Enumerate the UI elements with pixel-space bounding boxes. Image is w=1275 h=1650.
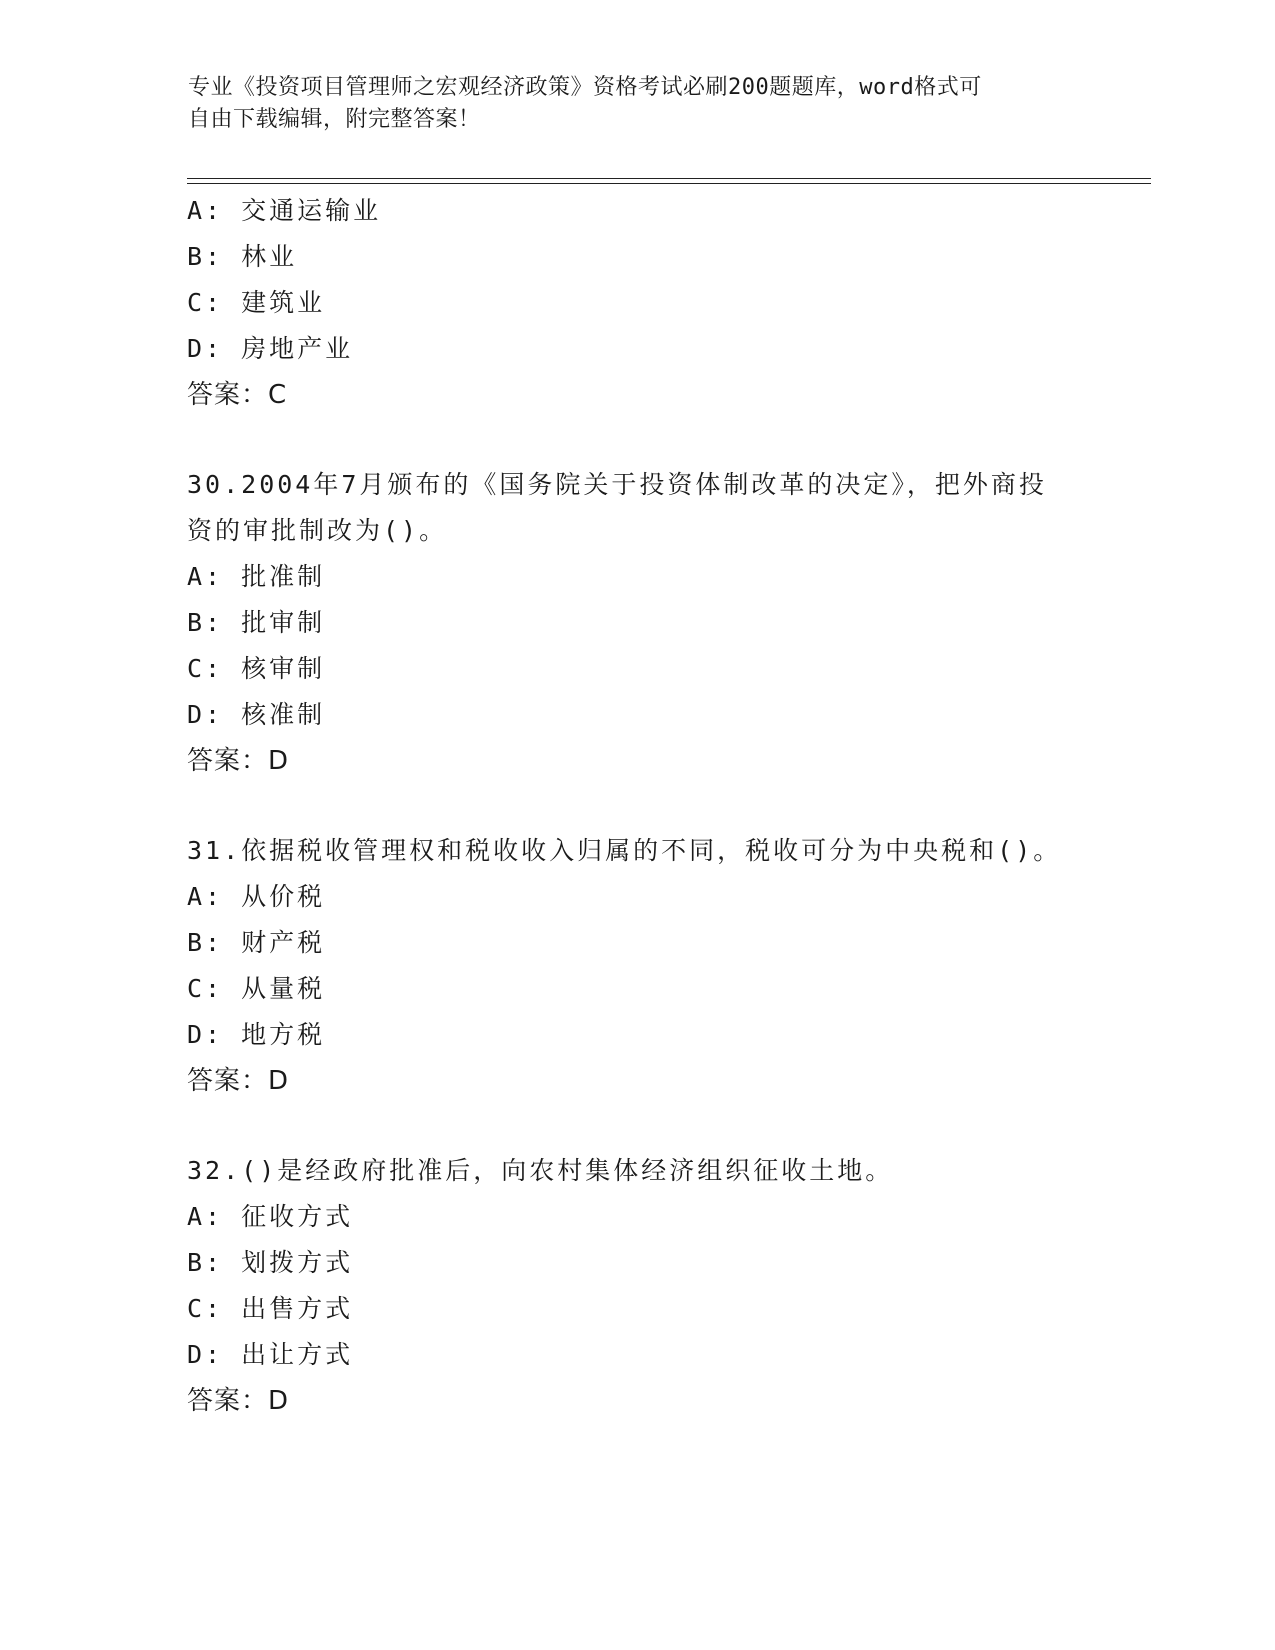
question-32: [187, 1148, 1087, 1424]
spacer: [187, 1104, 1087, 1148]
option-c: C: 从量税: [187, 974, 326, 1003]
option-c: C: 核审制: [187, 654, 326, 683]
option-c: C: 建筑业: [187, 288, 326, 317]
spacer: [187, 418, 1087, 462]
answer: 答案：D: [187, 1386, 290, 1416]
question-text-line-1: 30.2004年7月颁布的《国务院关于投资体制改革的决定》，把外商投: [187, 470, 1047, 499]
option-d: D: 出让方式: [187, 1340, 354, 1369]
question-text-line-1: 32.()是经政府批准后，向农村集体经济组织征收土地。: [187, 1156, 894, 1185]
option-c: C: 出售方式: [187, 1294, 354, 1323]
question-31: [187, 828, 1087, 1104]
question-text-line-1: 31.依据税收管理权和税收收入归属的不同，税收可分为中央税和()。: [187, 836, 1062, 865]
option-d: D: 地方税: [187, 1020, 326, 1049]
document-header: [188, 72, 1068, 136]
header-divider-bottom: [187, 183, 1151, 184]
question-list: [187, 188, 1087, 1424]
option-b: B: 林业: [187, 242, 298, 271]
option-a: A: 征收方式: [187, 1202, 354, 1231]
header-line-2: 自由下载编辑，附完整答案！: [188, 107, 481, 132]
spacer: [187, 784, 1087, 828]
question-30: [187, 462, 1087, 784]
answer: 答案：D: [187, 1066, 290, 1096]
option-d: D: 房地产业: [187, 334, 354, 363]
answer: 答案：C: [187, 380, 288, 410]
question-text-line-2: 资的审批制改为()。: [187, 516, 448, 545]
option-a: A: 交通运输业: [187, 196, 382, 225]
header-line-1: 专业《投资项目管理师之宏观经济政策》资格考试必刷200题题库，word格式可: [188, 75, 982, 100]
option-a: A: 批准制: [187, 562, 326, 591]
option-b: B: 批审制: [187, 608, 326, 637]
question-29: [187, 188, 1087, 418]
header-divider-top: [187, 178, 1151, 179]
option-b: B: 财产税: [187, 928, 326, 957]
option-a: A: 从价税: [187, 882, 326, 911]
option-b: B: 划拨方式: [187, 1248, 354, 1277]
answer: 答案：D: [187, 746, 290, 776]
option-d: D: 核准制: [187, 700, 326, 729]
